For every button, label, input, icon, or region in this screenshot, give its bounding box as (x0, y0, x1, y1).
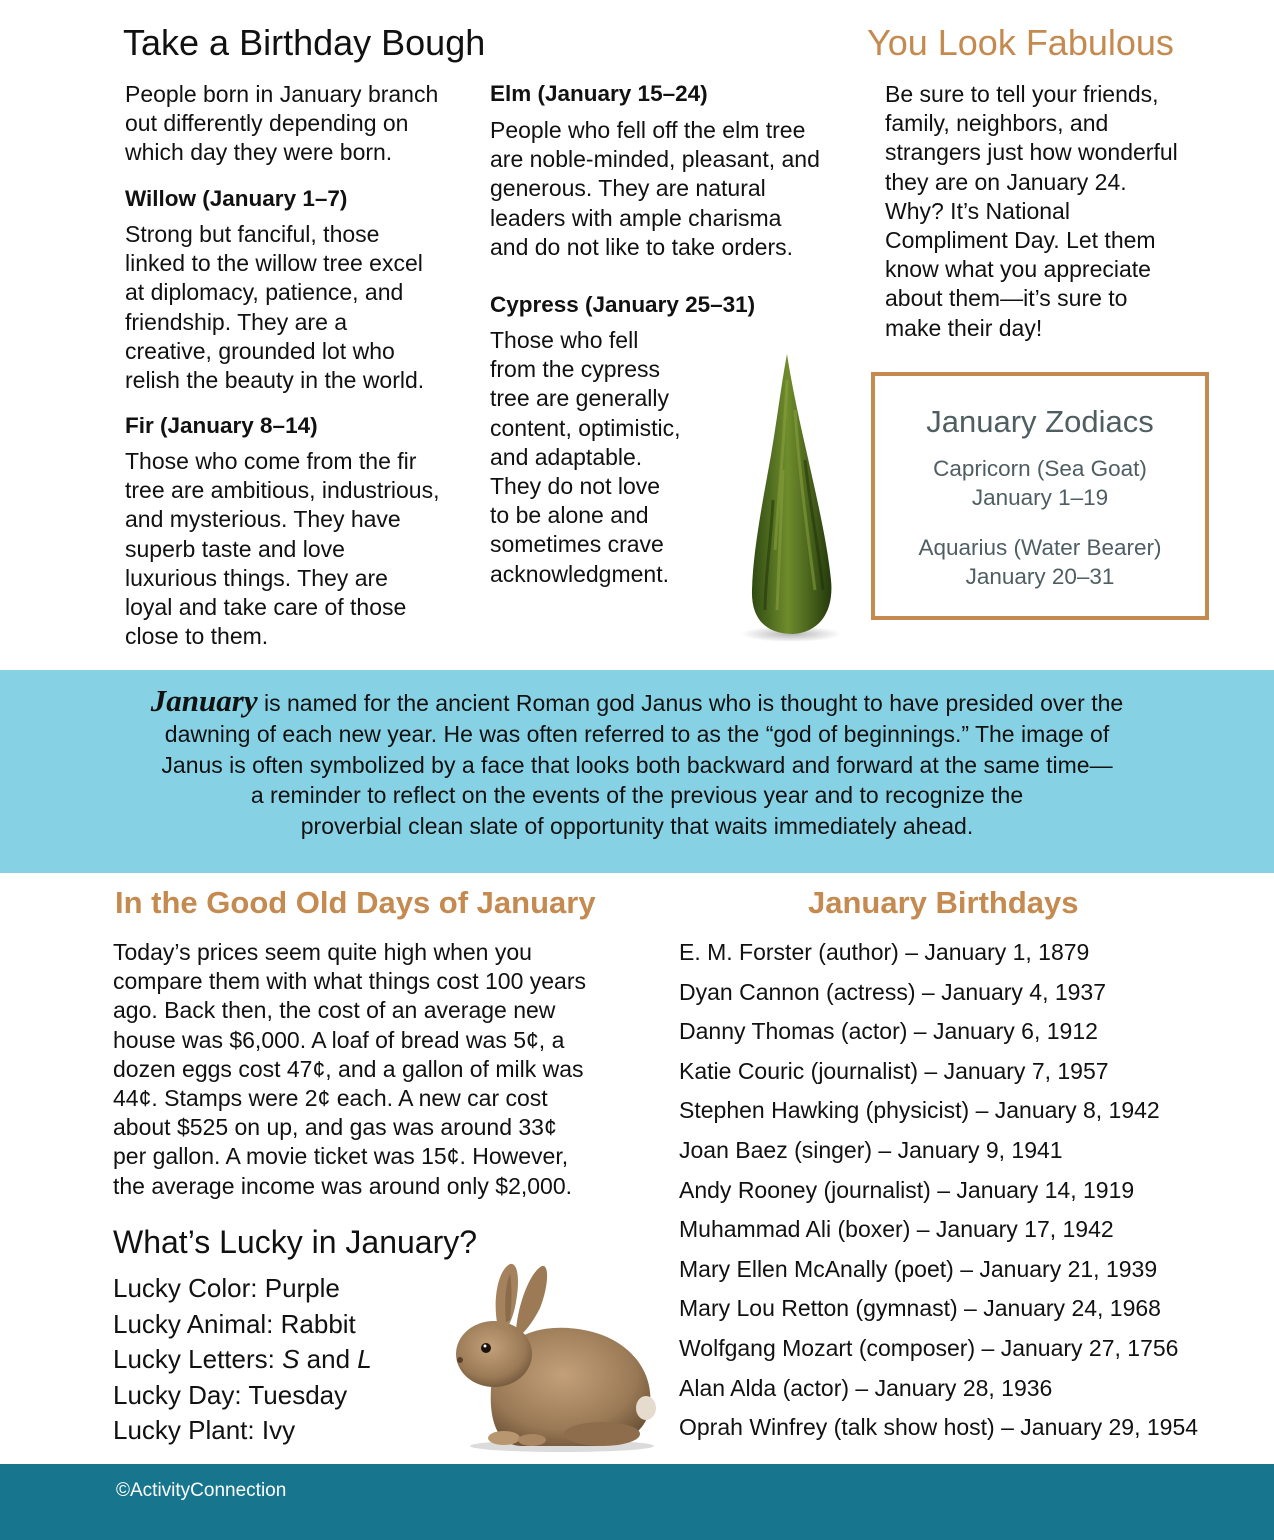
lucky-plant: Lucky Plant: Ivy (113, 1415, 296, 1446)
janus-line: proverbial clean slate of opportunity that waits immediately ahead. (300, 813, 974, 840)
willow-line: creative, grounded lot who (125, 337, 395, 364)
cypress-line: They do not love (490, 473, 661, 500)
fir-line: tree are ambitious, industrious, (125, 477, 440, 504)
fir-line: luxurious things. They are (125, 564, 388, 591)
lucky-letter-l: L (357, 1344, 372, 1375)
fabulous-line: family, neighbors, and (885, 110, 1109, 137)
zodiac-dates: January 20–31 (965, 564, 1115, 589)
good-old-days-line: the average income was around only $2,000. (113, 1172, 573, 1199)
zodiac-capricorn (875, 454, 1205, 512)
good-old-days-line: ago. Back then, the cost of an average new (113, 997, 556, 1024)
lucky-letters (113, 1342, 372, 1378)
good-old-days-text (113, 938, 586, 1201)
fabulous-line: they are on January 24. (885, 168, 1127, 195)
fabulous-line: about them—it’s sure to (885, 285, 1128, 312)
willow-line: Strong but fanciful, those (125, 221, 380, 247)
bough-title: Take a Birthday Bough (123, 22, 486, 63)
good-old-days-line: about $525 on up, and gas was around 33¢ (113, 1114, 557, 1141)
fir-text (125, 447, 440, 651)
janus-line: a reminder to reflect on the events of the previous year and to recognize the (250, 782, 1024, 809)
zodiac-name: Aquarius (Water Bearer) (918, 535, 1162, 560)
cypress-line: acknowledgment. (490, 560, 669, 587)
fabulous-line: strangers just how wonderful (885, 139, 1178, 166)
cypress-line: tree are generally (490, 385, 669, 412)
intro-line: People born in January branch (125, 81, 439, 107)
fabulous-title: You Look Fabulous (867, 22, 1174, 63)
lucky-letter-s: S (282, 1344, 300, 1375)
janus-lead-word: January (150, 683, 258, 718)
willow-line: relish the beauty in the world. (125, 367, 425, 394)
birthdays-title: January Birthdays (808, 885, 1079, 920)
zodiac-name: Capricorn (Sea Goat) (933, 456, 1147, 481)
janus-text (0, 683, 1274, 842)
janus-line: dawning of each new year. He was often referred to as the “god of beginnings.” The image of (164, 720, 1110, 747)
birthday-item: Danny Thomas (actor) – January 6, 1912 (679, 1018, 1098, 1045)
elm-line: and do not like to take orders. (490, 233, 794, 260)
cypress-line: Those who fell (490, 327, 639, 353)
birthday-item: E. M. Forster (author) – January 1, 1879 (679, 939, 1090, 965)
willow-line: linked to the willow tree excel (125, 250, 423, 277)
intro-line: out differently depending on (125, 110, 409, 137)
good-old-days-line: house was $6,000. A loaf of bread was 5¢, a (113, 1026, 565, 1053)
cypress-line: content, optimistic, (490, 414, 681, 441)
lucky-color: Lucky Color: Purple (113, 1273, 340, 1303)
bough-intro (125, 80, 438, 168)
lucky-day: Lucky Day: Tuesday (113, 1379, 348, 1410)
fabulous-line: Why? It’s National (885, 197, 1070, 224)
fabulous-line: make their day! (885, 314, 1043, 341)
fir-heading: Fir (January 8–14) (125, 413, 318, 438)
good-old-days-line: 44¢. Stamps were 2¢ each. A new car cost (113, 1085, 548, 1112)
janus-line-1: is named for the ancient Roman god Janus who is thought to have presided over the (257, 690, 1124, 716)
birthday-item: Mary Ellen McAnally (poet) – January 21, 1939 (679, 1255, 1158, 1282)
cypress-line: from the cypress (490, 356, 660, 383)
lucky-letters-prefix: Lucky Letters: (113, 1344, 283, 1375)
fabulous-line: Be sure to tell your friends, (885, 81, 1159, 107)
willow-line: at diplomacy, patience, and (125, 279, 404, 306)
birthday-item: Dyan Cannon (actress) – January 4, 1937 (679, 978, 1107, 1005)
janus-line: Janus is often symbolized by a face that looks both backward and forward at the same time— (161, 751, 1113, 778)
footer-bar (0, 1464, 1274, 1540)
willow-text (125, 220, 424, 395)
fir-line: Those who come from the fir (125, 448, 417, 474)
elm-line: leaders with ample charisma (490, 204, 782, 231)
fir-line: and mysterious. They have (125, 506, 401, 533)
rabbit-image (452, 1258, 658, 1454)
janus-line (0, 683, 1274, 719)
lucky-animal: Lucky Animal: Rabbit (113, 1308, 356, 1339)
fabulous-line: know what you appreciate (885, 256, 1151, 283)
birthday-item: Stephen Hawking (physicist) – January 8, 1942 (679, 1097, 1160, 1124)
elm-text (490, 116, 820, 262)
lucky-title: What’s Lucky in January? (113, 1224, 478, 1260)
zodiac-aquarius (875, 533, 1205, 591)
birthday-item: Mary Lou Retton (gymnast) – January 24, 1968 (679, 1295, 1161, 1322)
willow-heading: Willow (January 1–7) (125, 186, 348, 211)
birthday-item: Andy Rooney (journalist) – January 14, 1919 (679, 1176, 1135, 1203)
footer-copyright: ©ActivityConnection (116, 1480, 287, 1501)
birthday-item: Muhammad Ali (boxer) – January 17, 1942 (679, 1216, 1114, 1243)
elm-line: People who fell off the elm tree (490, 117, 806, 143)
good-old-days-title: In the Good Old Days of January (115, 885, 596, 920)
birthdays-list (679, 933, 1198, 1448)
elm-line: are noble-minded, pleasant, and (490, 146, 820, 173)
elm-line: generous. They are natural (490, 175, 766, 202)
good-old-days-line: compare them with what things cost 100 years (113, 968, 587, 995)
good-old-days-line: per gallon. A movie ticket was 15¢. However, (113, 1143, 569, 1170)
intro-line: which day they were born. (125, 139, 393, 166)
fabulous-line: Compliment Day. Let them (885, 227, 1156, 254)
good-old-days-line: Today’s prices seem quite high when you (113, 939, 532, 965)
birthday-item: Alan Alda (actor) – January 28, 1936 (679, 1374, 1053, 1401)
lucky-letters-and: and (299, 1344, 358, 1375)
good-old-days-line: dozen eggs cost 47¢, and a gallon of milk was (113, 1055, 584, 1082)
fir-line: loyal and take care of those (125, 594, 407, 621)
lucky-list (113, 1271, 372, 1449)
birthday-item: Joan Baez (singer) – January 9, 1941 (679, 1136, 1063, 1163)
cypress-line: and adaptable. (490, 443, 643, 470)
fir-line: close to them. (125, 623, 269, 650)
fabulous-text (885, 80, 1178, 343)
fir-line: superb taste and love (125, 535, 345, 562)
zodiac-dates: January 1–19 (971, 485, 1109, 510)
cypress-text (490, 326, 680, 589)
birthday-item: Wolfgang Mozart (composer) – January 27, 1756 (679, 1334, 1179, 1361)
birthday-item: Katie Couric (journalist) – January 7, 1957 (679, 1057, 1109, 1084)
zodiac-box (871, 372, 1209, 620)
elm-heading: Elm (January 15–24) (490, 81, 708, 106)
cypress-heading: Cypress (January 25–31) (490, 292, 756, 317)
birthday-item: Oprah Winfrey (talk show host) – January 29, 1954 (679, 1414, 1199, 1441)
cypress-tree-image (735, 350, 845, 645)
cypress-line: to be alone and (490, 502, 649, 529)
zodiac-title: January Zodiacs (926, 404, 1154, 439)
willow-line: friendship. They are a (125, 308, 348, 335)
cypress-line: sometimes crave (490, 531, 664, 558)
